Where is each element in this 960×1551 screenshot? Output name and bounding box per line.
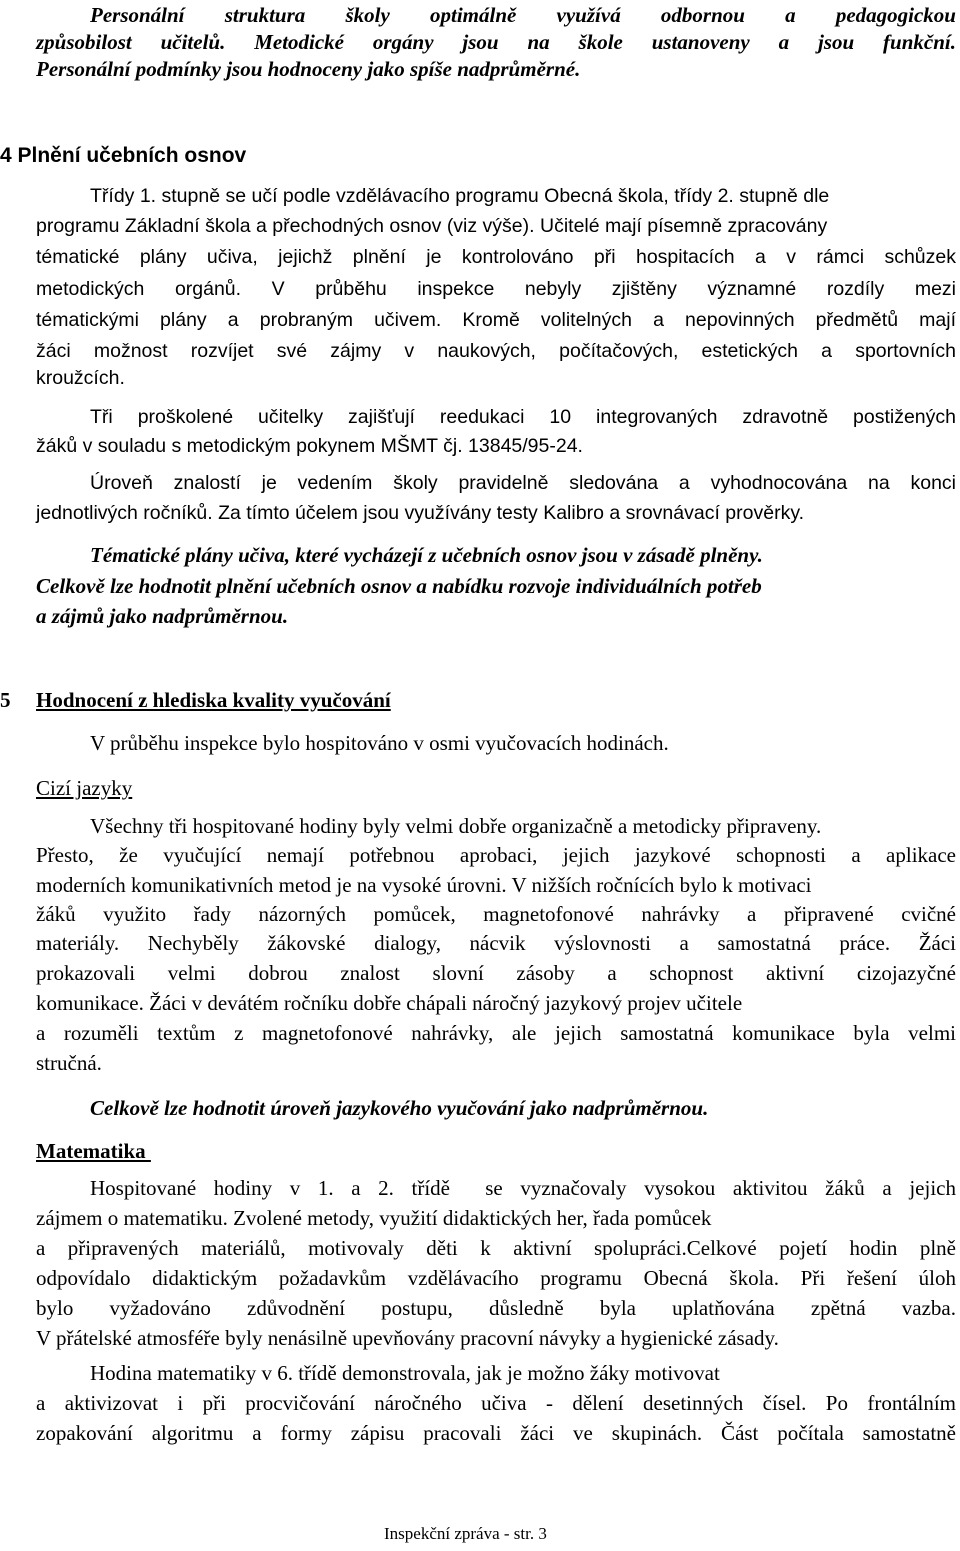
section4-heading-text: 4 Plnění učebních osnov (0, 144, 247, 167)
s4-p3-line-1: Úroveň znalostí je vedením školy pravidelně sledována a vyhodnocována na konci (90, 472, 956, 494)
lang-line-6: prokazovali velmi dobrou znalost slovní zásoby a schopnost aktivní cizojazyčné (36, 961, 956, 985)
s4-p1-line-3: tématické plány učiva, jejichž plnění je kontrolováno při hospitacích a v rámci schůzek (36, 246, 956, 268)
math-p1-line-5: bylo vyžadováno zdůvodnění postupu, důsledně byla uplatňována zpětná vazba. (36, 1296, 956, 1320)
s4-conclusion-line-3: a zájmů jako nadprůměrnou. (36, 604, 289, 628)
lang-line-5: materiály. Nechyběly žákovské dialogy, nácvik výslovnosti a samostatná práce. Žáci (36, 931, 956, 955)
math-p2-line-2: a aktivizovat i při procvičování náročného učiva - dělení desetinných čísel. Po frontálním (36, 1391, 956, 1415)
section3-line-3: Personální podmínky jsou hodnoceny jako spíše nadprůměrné. (36, 57, 581, 81)
math-p2-line-3: zopakování algoritmu a formy zápisu pracovali žáci ve skupinách. Část počítala samostatně (36, 1421, 956, 1445)
math-p1-line-4: odpovídalo didaktickým požadavkům vzdělávacího programu Obecná škola. Při řešení úloh (36, 1266, 956, 1290)
lang-line-3: moderních komunikativních metod je na vysoké úrovni. V nižších ročnících bylo k motivaci (36, 873, 812, 897)
lang-line-2: Přesto, že vyučující nemají potřebnou aprobaci, jejich jazykové schopnosti a aplikace (36, 843, 956, 867)
section4-heading (0, 141, 246, 171)
s4-p3-line-2: jednotlivých ročníků. Za tímto účelem jsou využívány testy Kalibro a srovnávací prověrky. (36, 502, 805, 524)
math-p1-line-2: zájmem o matematiku. Zvolené metody, využití didaktických her, řada pomůcek (36, 1206, 712, 1230)
s4-p1-line-7: kroužcích. (36, 367, 125, 389)
section5-number: 5 (0, 688, 11, 712)
s4-p2-line-1: Tři proškolené učitelky zajišťují reedukaci 10 integrovaných zdravotně postižených (90, 406, 956, 428)
lang-line-4: žáků využito řady názorných pomůcek, magnetofonové nahrávky a připravené cvičné (36, 902, 956, 926)
math-heading: Matematika (36, 1139, 151, 1163)
s4-p1-line-1: Třídy 1. stupně se učí podle vzdělávacího programu Obecná škola, třídy 2. stupně dle (90, 185, 830, 207)
s4-p1-line-5: tématickými plány a probraným učivem. Kromě volitelných a nepovinných předmětů mají (36, 309, 956, 331)
lang-line-8: a rozuměli textům z magnetofonové nahrávky, ale jejich samostatná komunikace byla velmi (36, 1021, 956, 1045)
s4-p2-line-2: žáků v souladu s metodickým pokynem MŠMT čj. 13845/95-24. (36, 435, 583, 457)
s4-p1-line-2: programu Základní škola a přechodných osnov (viz výše). Učitelé mají písemně zpracovány (36, 215, 828, 237)
lang-line-9: stručná. (36, 1051, 102, 1075)
section5-intro: V průběhu inspekce bylo hospitováno v osmi vyučovacích hodinách. (90, 731, 669, 755)
section5-title: Hodnocení z hlediska kvality vyučování (36, 688, 391, 712)
s4-p1-line-6: žáci možnost rozvíjet své zájmy v naukových, počítačových, estetických a sportovních (36, 340, 956, 362)
languages-conclusion: Celkově lze hodnotit úroveň jazykového vyučování jako nadprůměrnou. (90, 1096, 709, 1120)
languages-heading: Cizí jazyky (36, 776, 133, 800)
s4-p1-line-4: metodických orgánů. V průběhu inspekce nebyly zjištěny významné rozdíly mezi (36, 278, 956, 300)
section3-line-1: Personální struktura školy optimálně využívá odbornou a pedagogickou (90, 3, 956, 27)
page-footer: Inspekční zpráva - str. 3 (384, 1524, 547, 1543)
math-p1-line-3: a připravených materiálů, motivovaly děti k aktivní spolupráci.Celkové pojetí hodin plně (36, 1236, 956, 1260)
s4-conclusion-line-2: Celkově lze hodnotit plnění učebních osnov a nabídku rozvoje individuálních potřeb (36, 574, 762, 598)
math-p2-line-1: Hodina matematiky v 6. třídě demonstrovala, jak je možno žáky motivovat (90, 1361, 720, 1385)
math-p1-line-1: Hospitované hodiny v 1. a 2. třídě se vyznačovaly vysokou aktivitou žáků a jejich (90, 1176, 956, 1200)
lang-line-7: komunikace. Žáci v devátém ročníku dobře chápali náročný jazykový projev učitele (36, 991, 743, 1015)
s4-conclusion-line-1: Tématické plány učiva, které vycházejí z učebních osnov jsou v zásadě plněny. (90, 543, 763, 567)
section3-line-2: způsobilost učitelů. Metodické orgány jsou na škole ustanoveny a jsou funkční. (36, 30, 956, 54)
math-p1-line-6: V přátelské atmosféře byly nenásilně upevňovány pracovní návyky a hygienické zásady. (36, 1326, 779, 1350)
lang-line-1: Všechny tři hospitované hodiny byly velmi dobře organizačně a metodicky připraveny. (90, 814, 822, 838)
